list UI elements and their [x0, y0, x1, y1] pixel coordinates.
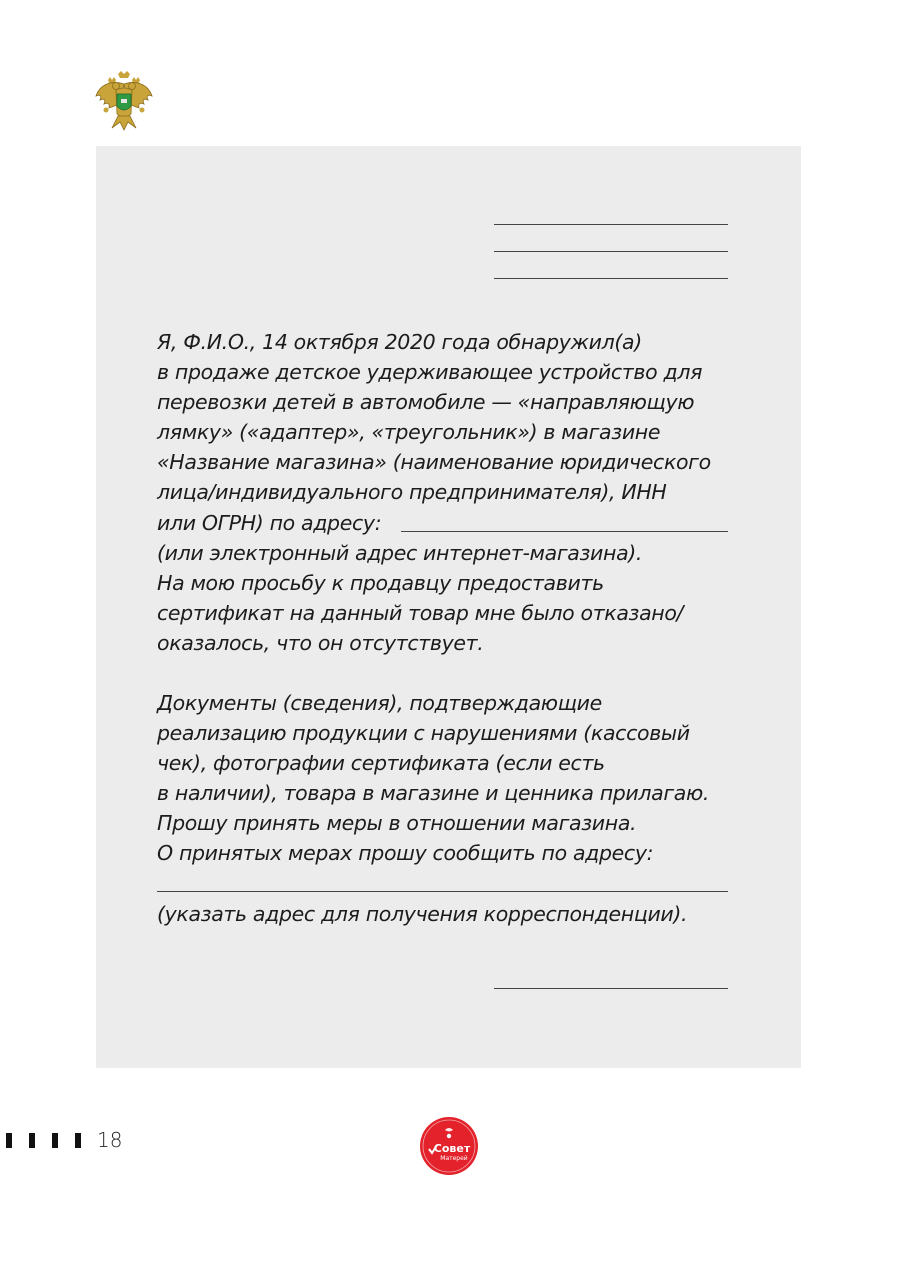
svg-text:Совет: Совет: [433, 1142, 471, 1155]
text-line: На мою просьбу к продавцу предоставить: [157, 570, 604, 595]
text-line: О принятых мерах прошу сообщить по адресу:: [157, 841, 654, 866]
text-line: «Название магазина» (наименование юридического: [157, 450, 711, 475]
addressee-line-3[interactable]: [494, 278, 728, 279]
store-address-line[interactable]: [401, 531, 728, 532]
text-line: лица/индивидуального предпринимателя), ИНН: [157, 480, 667, 505]
text-line: в продаже детское удерживающее устройство для: [157, 360, 703, 385]
addressee-line-1[interactable]: [494, 224, 728, 225]
text-line: чек), фотографии сертификата (если есть: [157, 751, 605, 776]
signature-line[interactable]: [494, 988, 728, 989]
text-line: Прошу принять меры в отношении магазина.: [157, 811, 637, 836]
text-line: оказалось, что он отсутствует.: [157, 630, 484, 655]
documents-paragraph: [157, 688, 757, 869]
addressee-line-2[interactable]: [494, 251, 728, 252]
text-line: лямку» («адаптер», «треугольник») в магазине: [157, 420, 661, 445]
text-line: в наличии), товара в магазине и ценника прилагаю.: [157, 781, 710, 806]
text-line: (указать адрес для получения корреспонденции).: [157, 902, 688, 926]
text-line: реализацию продукции с нарушениями (кассовый: [157, 721, 690, 746]
sovet-materey-logo: [419, 1116, 479, 1176]
text-line: или ОГРН) по адресу:: [157, 510, 382, 535]
application-form-card: [96, 146, 801, 1068]
text-line: (или электронный адрес интернет-магазина).: [157, 540, 643, 565]
text-line: перевозки детей в автомобиле — «направляющую: [157, 390, 695, 415]
text-line: Я, Ф.И.О., 14 октября 2020 года обнаружил(а): [157, 330, 642, 354]
svg-text:Матерей: Матерей: [440, 1155, 468, 1162]
complaint-paragraph: [157, 327, 757, 658]
russian-coat-of-arms-icon: [94, 70, 154, 134]
reply-address-line[interactable]: [157, 891, 728, 892]
address-note: [157, 899, 757, 929]
text-line: Документы (сведения), подтверждающие: [157, 691, 602, 715]
page-number: 18: [97, 1128, 123, 1152]
text-line: сертификат на данный товар мне было отказано/: [157, 600, 684, 625]
